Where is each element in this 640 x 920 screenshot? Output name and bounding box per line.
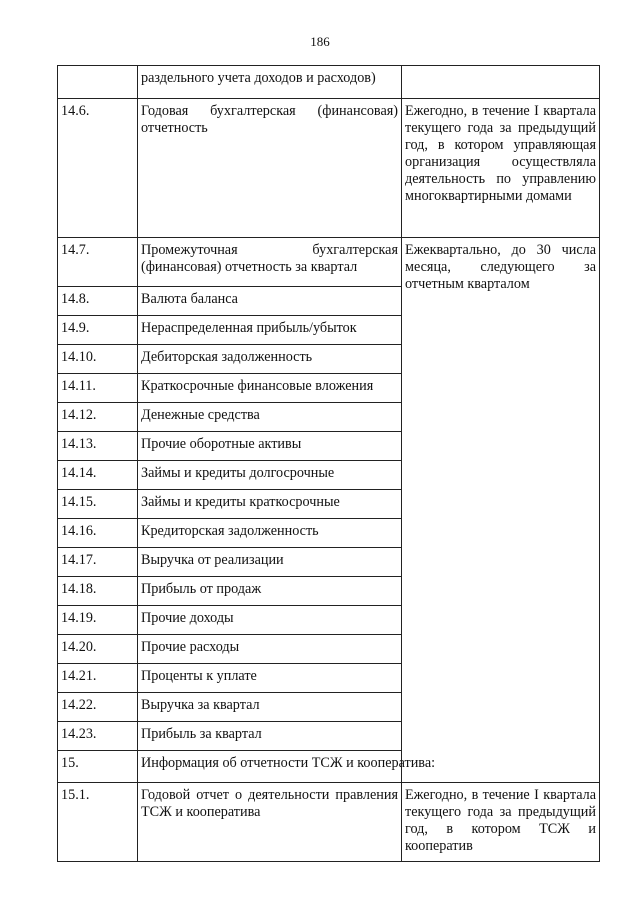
row-number: 14.16. bbox=[58, 519, 138, 548]
row-name: Прочие расходы bbox=[138, 635, 402, 664]
row-term bbox=[402, 66, 600, 99]
row-name: Дебиторская задолженность bbox=[138, 345, 402, 374]
row-name: Промежуточная бухгалтерская (финансовая) отчетность за квартал bbox=[138, 238, 402, 287]
row-name: Займы и кредиты долгосрочные bbox=[138, 461, 402, 490]
section-title: Информация об отчетности ТСЖ и кооператива: bbox=[138, 751, 600, 783]
row-number: 14.9. bbox=[58, 316, 138, 345]
page-number: 186 bbox=[310, 34, 330, 49]
row-name: Краткосрочные финансовые вложения bbox=[138, 374, 402, 403]
row-number: 14.22. bbox=[58, 693, 138, 722]
row-number: 14.11. bbox=[58, 374, 138, 403]
row-name: Займы и кредиты краткосрочные bbox=[138, 490, 402, 519]
row-number: 14.17. bbox=[58, 548, 138, 577]
row-number: 14.7. bbox=[58, 238, 138, 287]
row-name: Прибыль за квартал bbox=[138, 722, 402, 751]
row-number bbox=[58, 66, 138, 99]
row-name: раздельного учета доходов и расходов) bbox=[138, 66, 402, 99]
table-row-section bbox=[58, 751, 600, 783]
row-number: 14.8. bbox=[58, 287, 138, 316]
row-name: Годовая бухгалтерская (финансовая) отчетность bbox=[138, 99, 402, 238]
table-row bbox=[58, 783, 600, 862]
row-name: Годовой отчет о деятельности правления ТСЖ и кооператива bbox=[138, 783, 402, 862]
row-number: 14.15. bbox=[58, 490, 138, 519]
row-number: 14.14. bbox=[58, 461, 138, 490]
row-number: 14.10. bbox=[58, 345, 138, 374]
row-number: 14.6. bbox=[58, 99, 138, 238]
row-name: Валюта баланса bbox=[138, 287, 402, 316]
row-number: 14.21. bbox=[58, 664, 138, 693]
row-number: 14.20. bbox=[58, 635, 138, 664]
row-number: 15. bbox=[58, 751, 138, 783]
row-number: 14.23. bbox=[58, 722, 138, 751]
row-term: Ежегодно, в течение I квартала текущего года за предыдущий год, в котором ТСЖ и кооператив bbox=[402, 783, 600, 862]
row-number: 14.13. bbox=[58, 432, 138, 461]
row-name: Прочие доходы bbox=[138, 606, 402, 635]
table-row bbox=[58, 99, 600, 238]
row-term: Ежеквартально, до 30 числа месяца, следующего за отчетным кварталом bbox=[402, 238, 600, 783]
row-name: Прочие оборотные активы bbox=[138, 432, 402, 461]
row-name: Проценты к уплате bbox=[138, 664, 402, 693]
row-number: 14.12. bbox=[58, 403, 138, 432]
row-number: 15.1. bbox=[58, 783, 138, 862]
table-row bbox=[58, 66, 600, 99]
row-term: Ежегодно, в течение I квартала текущего года за предыдущий год, в котором управляющая организация осуществляла деятельность по управлению многоквартирными домами bbox=[402, 99, 600, 238]
disclosure-table bbox=[57, 65, 600, 862]
row-name: Выручка за квартал bbox=[138, 693, 402, 722]
row-number: 14.18. bbox=[58, 577, 138, 606]
row-name: Прибыль от продаж bbox=[138, 577, 402, 606]
row-name: Выручка от реализации bbox=[138, 548, 402, 577]
table-row bbox=[58, 238, 600, 287]
row-name: Денежные средства bbox=[138, 403, 402, 432]
row-number: 14.19. bbox=[58, 606, 138, 635]
row-name: Кредиторская задолженность bbox=[138, 519, 402, 548]
row-name: Нераспределенная прибыль/убыток bbox=[138, 316, 402, 345]
